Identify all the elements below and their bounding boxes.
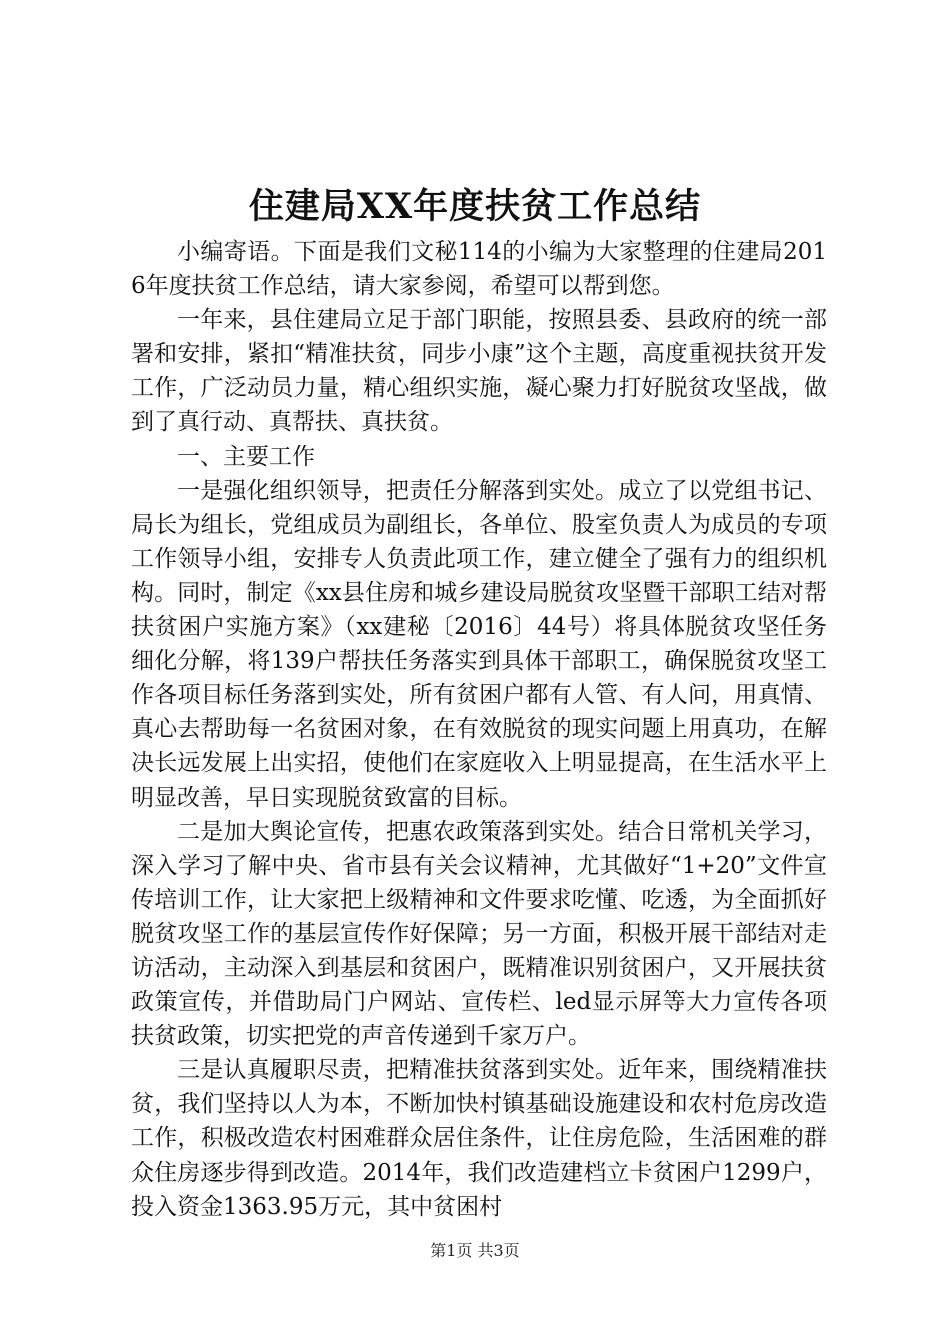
paragraph-point-two: 二是加大舆论宣传，把惠农政策落到实处。结合日常机关学习，深入学习了解中央、省市县有关会议精神，尤其做好“1+20”文件宣传培训工作，让大家把上级精神和文件要求吃懂、吃透，为全面抓好脱贫攻坚工作的基层宣传作好保障；另一方面，积极开展干部结对走访活动，主动深入到基层和贫困户，既精准识别贫困户，又开展扶贫政策宣传，并借助局门户网站、宣传栏、led显示屏等大力宣传各项扶贫政策，切实把党的声音传递到千家万户。 — [131, 818, 827, 1050]
paragraph-point-one: 一是强化组织领导，把责任分解落到实处。成立了以党组书记、局长为组长，党组成员为副组长，各单位、股室负责人为成员的专项工作领导小组，安排专人负责此项工作，建立健全了强有力的组织机构。同时，制定《xx县住房和城乡建设局脱贫攻坚暨干部职工结对帮扶贫困户实施方案》（xx建秘〔2016〕44号）将具体脱贫攻坚任务细化分解，将139户帮扶任务落实到具体干部职工，确保脱贫攻坚工作各项目标任务落到实处，所有贫困户都有人管、有人问，用真情、真心去帮助每一名贫困对象，在有效脱贫的现实问题上用真功，在解决长远发展上出实招，使他们在家庭收入上明显提高，在生活水平上明显改善，早日实现脱贫致富的目标。 — [131, 477, 827, 811]
paragraph-intro: 小编寄语。下面是我们文秘114的小编为大家整理的住建局2016年度扶贫工作总结，请大家参阅，希望可以帮到您。 — [131, 239, 827, 300]
section-heading: 一、主要工作 — [177, 443, 315, 470]
document-body — [131, 235, 827, 1224]
document-title: 住建局XX年度扶贫工作总结 — [248, 186, 702, 227]
page-footer: 第1页 共3页 — [430, 1241, 520, 1260]
paragraph-point-three: 三是认真履职尽责，把精准扶贫落到实处。近年来，围绕精准扶贫，我们坚持以人为本，不断加快村镇基础设施建设和农村危房改造工作，积极改造农村困难群众居住条件，让住房危险，生活困难的群众住房逐步得到改造。2014年，我们改造建档立卡贫困户1299户，投入资金1363.95万元，其中贫困村 — [131, 1057, 827, 1220]
paragraph-overview: 一年来，县住建局立足于部门职能，按照县委、县政府的统一部署和安排，紧扣“精准扶贫，同步小康”这个主题，高度重视扶贫开发工作，广泛动员力量，精心组织实施，凝心聚力打好脱贫攻坚战，做到了真行动、真帮扶、真扶贫。 — [131, 307, 827, 436]
